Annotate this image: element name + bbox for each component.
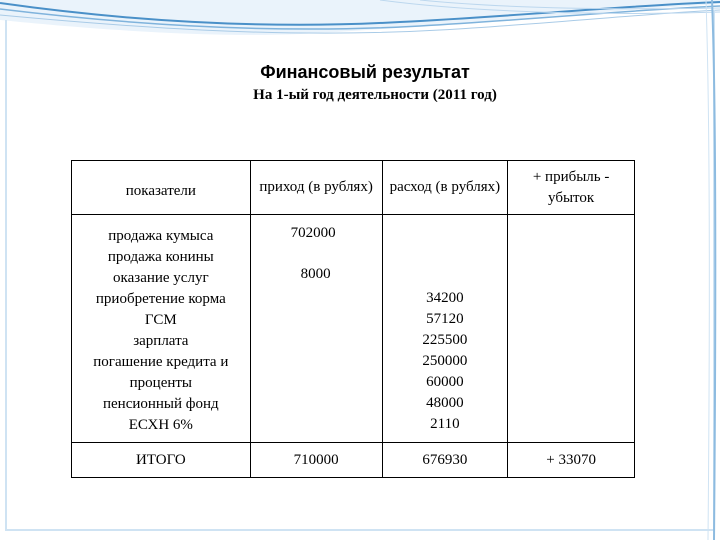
- decorative-wave-frame: [0, 0, 720, 40]
- header-expense: расход (в рублях): [382, 161, 508, 215]
- expense-item: зарплата: [133, 333, 189, 349]
- header-income: приход (в рублях): [250, 161, 382, 215]
- expense-value: 57120: [426, 311, 464, 327]
- expense-value: 250000: [422, 353, 468, 369]
- expense-values-cell: [382, 215, 508, 443]
- header-indicators: показатели: [72, 161, 251, 215]
- expense-item: ГСМ: [144, 312, 177, 328]
- income-values-cell: [250, 215, 382, 443]
- expense-value: 225500: [422, 332, 468, 348]
- income-value: 8000: [300, 266, 331, 282]
- table-header-row: [72, 161, 635, 215]
- expense-item: ЕСХН 6%: [128, 417, 193, 433]
- expense-value: 60000: [426, 374, 464, 390]
- expense-value: 48000: [426, 395, 464, 411]
- profit-loss-cell: [508, 215, 635, 443]
- expense-value: 34200: [426, 290, 464, 306]
- expense-value: 2110: [430, 416, 460, 432]
- indicators-cell: [72, 215, 251, 443]
- total-income: 710000: [250, 443, 382, 478]
- slide-subtitle: На 1-ый год деятельности (2011 год): [253, 87, 497, 103]
- header-profit-loss: + прибыль - убыток: [508, 161, 635, 215]
- income-item: оказание услуг: [113, 270, 209, 286]
- total-result: + 33070: [508, 443, 635, 478]
- income-value: 702000: [290, 225, 336, 241]
- total-label: ИТОГО: [72, 443, 251, 478]
- table-row: [72, 215, 635, 443]
- slide-title: Финансовый результат: [260, 62, 470, 82]
- income-item: продажа кумыса: [108, 228, 214, 244]
- financial-result-table: [71, 160, 635, 478]
- expense-item: пенсионный фонд: [102, 396, 219, 412]
- income-item: продажа конины: [107, 249, 214, 265]
- expense-item: погашение кредита и проценты: [93, 354, 229, 391]
- total-row: [72, 443, 635, 478]
- total-expense: 676930: [382, 443, 508, 478]
- expense-item: приобретение корма: [95, 291, 226, 307]
